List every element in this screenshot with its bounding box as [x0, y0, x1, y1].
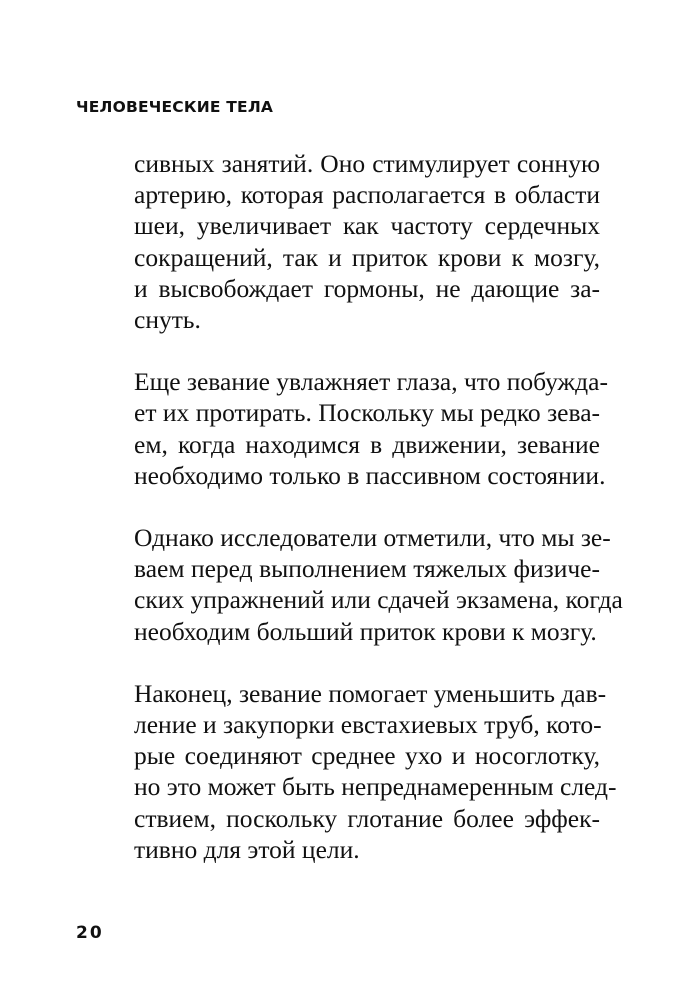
text-line: сивных занятий. Оно стимулирует сонную [134, 149, 600, 178]
text-line: но это может быть непреднамеренным след- [134, 772, 617, 802]
text-line: ваем перед выполнением тяжелых физиче- [134, 554, 600, 584]
text-line: ствием, поскольку глотание более эффек- [134, 803, 600, 833]
text-line: снуть. [134, 305, 201, 335]
text-line: Наконец, зевание помогает уменьшить дав- [134, 678, 607, 708]
paragraph-4 [134, 678, 617, 865]
paragraph-1 [134, 148, 600, 335]
body-text [134, 148, 623, 896]
text-line: ских упражнений или сдачей экзамена, когда [134, 585, 623, 615]
text-line: ление и закупорки евстахиевых труб, кото- [134, 710, 602, 740]
text-line: сокращений, так и приток крови к мозгу, [134, 242, 600, 272]
text-line: и высвобождает гормоны, не дающие за- [134, 273, 600, 303]
text-line: шеи, увеличивает как частоту сердечных [134, 211, 600, 241]
text-line: Однако исследователи отметили, что мы зе- [134, 523, 611, 553]
text-line: ет их протирать. Поскольку мы редко зева- [134, 398, 600, 428]
text-line: необходим больший приток крови к мозгу. [134, 616, 597, 646]
text-line: тивно для этой цели. [134, 834, 360, 864]
paragraph-2 [134, 366, 608, 491]
paragraph-3 [134, 522, 623, 647]
page-number: 20 [76, 923, 104, 943]
text-line: необходимо только в пассивном состоянии. [134, 460, 606, 490]
text-line: рые соединяют среднее ухо и носоглотку, [134, 741, 600, 771]
text-line: Еще зевание увлажняет глаза, что побужда- [134, 367, 608, 397]
text-line: артерию, которая располагается в области [134, 180, 600, 210]
running-head: ЧЕЛОВЕЧЕСКИЕ ТЕЛА [76, 98, 274, 116]
text-line: ем, когда находимся в движении, зевание [134, 429, 600, 459]
